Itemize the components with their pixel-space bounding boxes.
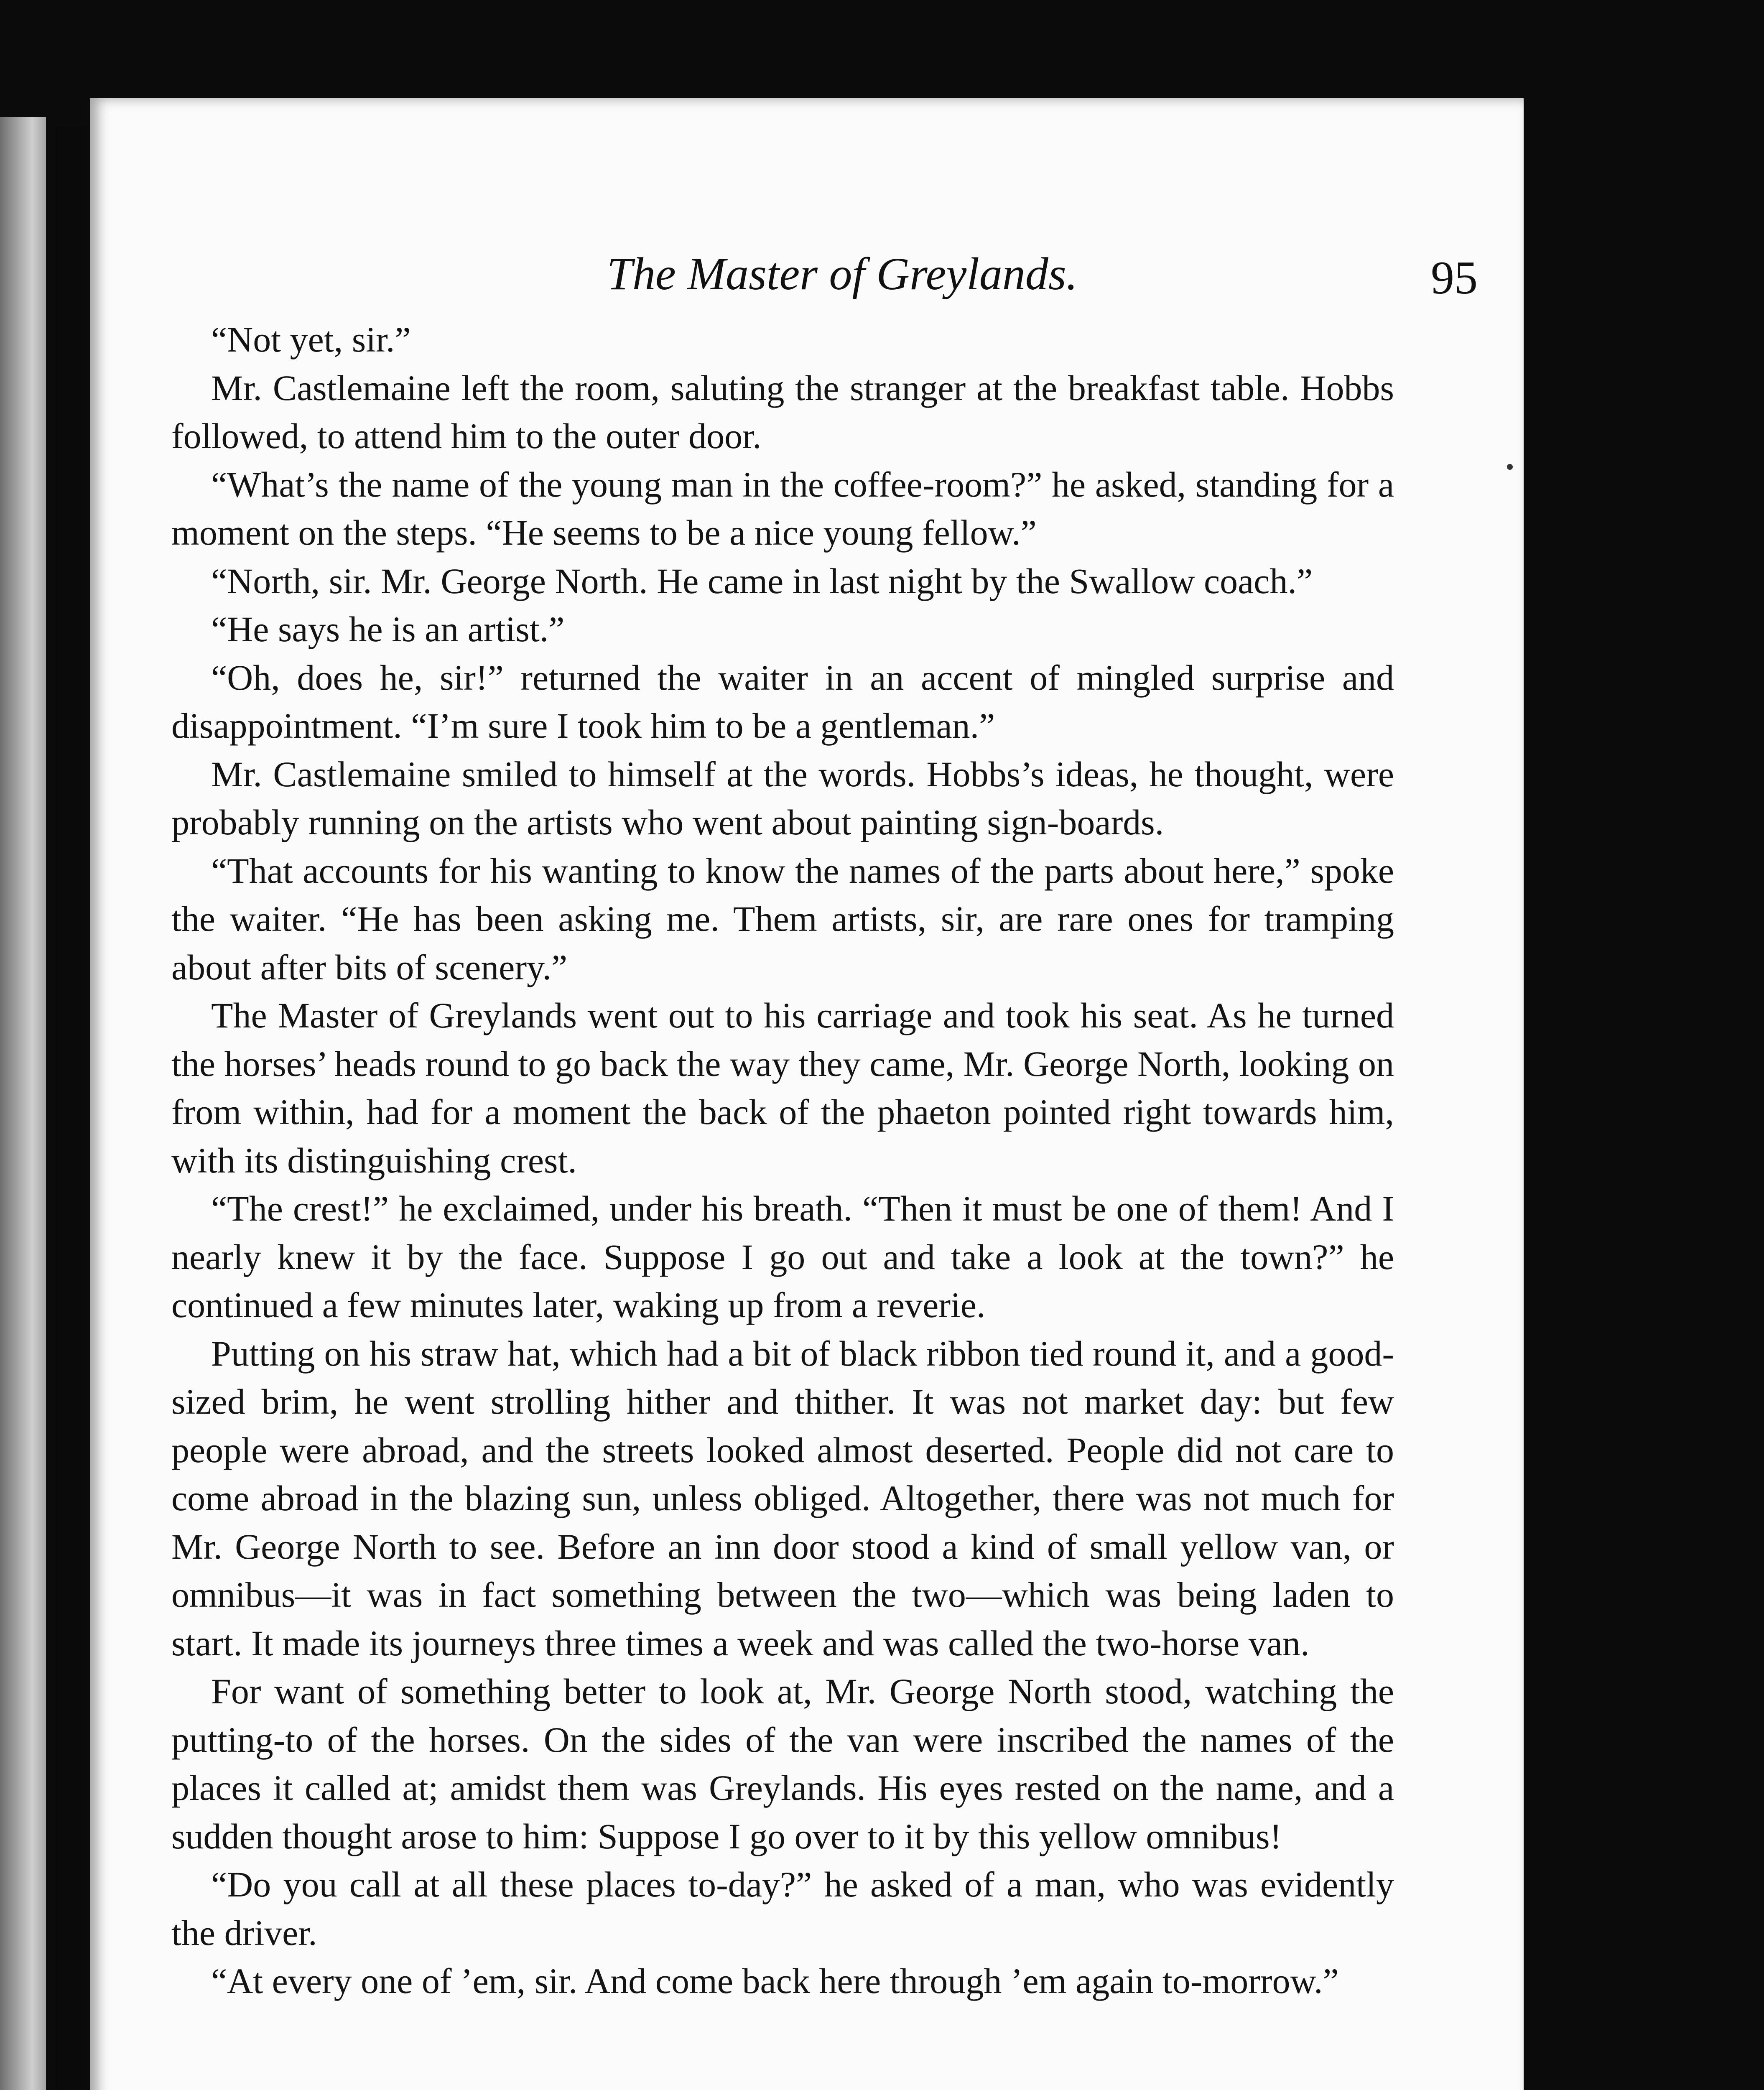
scan-speck bbox=[1507, 464, 1513, 470]
paragraph: “The crest!” he exclaimed, under his breath. “Then it must be one of them! And I nearly knew it by the face. Suppose I go out and take a look at the town?” he continued a few minutes later, waking up from a reverie. bbox=[171, 1188, 1394, 1325]
paragraph: “That accounts for his wanting to know the names of the parts about here,” spoke the waiter. “He has been asking me. Them artists, sir, are rare ones for tramping about after bits of scenery.” bbox=[171, 850, 1394, 987]
paragraph: The Master of Greylands went out to his carriage and took his seat. As he turned the horses’ heads round to go back the way they came, Mr. George North, looking on from within, had for a moment the back of the phaeton pointed right towards him, with its distinguishing crest. bbox=[171, 995, 1394, 1180]
paragraph: “Oh, does he, sir!” returned the waiter in an accent of mingled surprise and disappointment. “I’m sure I took him to be a gentleman.” bbox=[171, 657, 1394, 746]
paragraph: “Do you call at all these places to-day?” he asked of a man, who was evidently the driver. bbox=[171, 1864, 1394, 1953]
facing-page-edge bbox=[0, 117, 46, 2090]
paragraph: For want of something better to look at, Mr. George North stood, watching the putting-to of the horses. On the sides of the van were inscribed the names of the places it called at; amidst them was Greylands. His eyes rested on the name, and a sudden thought arose to him: Suppose I go over to it by this yellow omnibus! bbox=[171, 1671, 1394, 1856]
page-number: 95 bbox=[1431, 252, 1478, 304]
paragraph: Putting on his straw hat, which had a bit of black ribbon tied round it, and a good-sized brim, he went strolling hither and thither. It was not market day: but few people were abroad, and the streets looked almost deserted. People did not care to come abroad in the blazing sun, unless obliged. Altogether, there was not much for Mr. George North to see. Before an inn door stood a kind of small yellow van, or omnibus—it was in fact something between the two—which was being laden to start. It made its journeys three times a week and was called the two-horse van. bbox=[171, 1333, 1394, 1663]
running-title: The Master of Greylands. bbox=[607, 248, 1078, 299]
paragraph: “Not yet, sir.” bbox=[211, 319, 411, 359]
paragraph: “At every one of ’em, sir. And come back here through ’em again to-morrow.” bbox=[211, 1961, 1339, 2001]
paragraph: “He says he is an artist.” bbox=[211, 609, 565, 649]
paragraph: Mr. Castlemaine left the room, saluting the stranger at the breakfast table. Hobbs followed, to attend him to the outer door. bbox=[171, 367, 1394, 456]
paragraph: “What’s the name of the young man in the coffee-room?” he asked, standing for a moment on the steps. “He seems to be a nice young fellow.” bbox=[171, 464, 1394, 553]
paragraph: Mr. Castlemaine smiled to himself at the words. Hobbs’s ideas, he thought, were probably running on the artists who went about painting sign-boards. bbox=[171, 754, 1394, 842]
book-page bbox=[90, 98, 1524, 2090]
body-text bbox=[171, 316, 1394, 2006]
page-header bbox=[165, 245, 1478, 311]
book-spine-shadow bbox=[54, 125, 94, 2090]
paragraph: “North, sir. Mr. George North. He came in last night by the Swallow coach.” bbox=[211, 561, 1313, 601]
